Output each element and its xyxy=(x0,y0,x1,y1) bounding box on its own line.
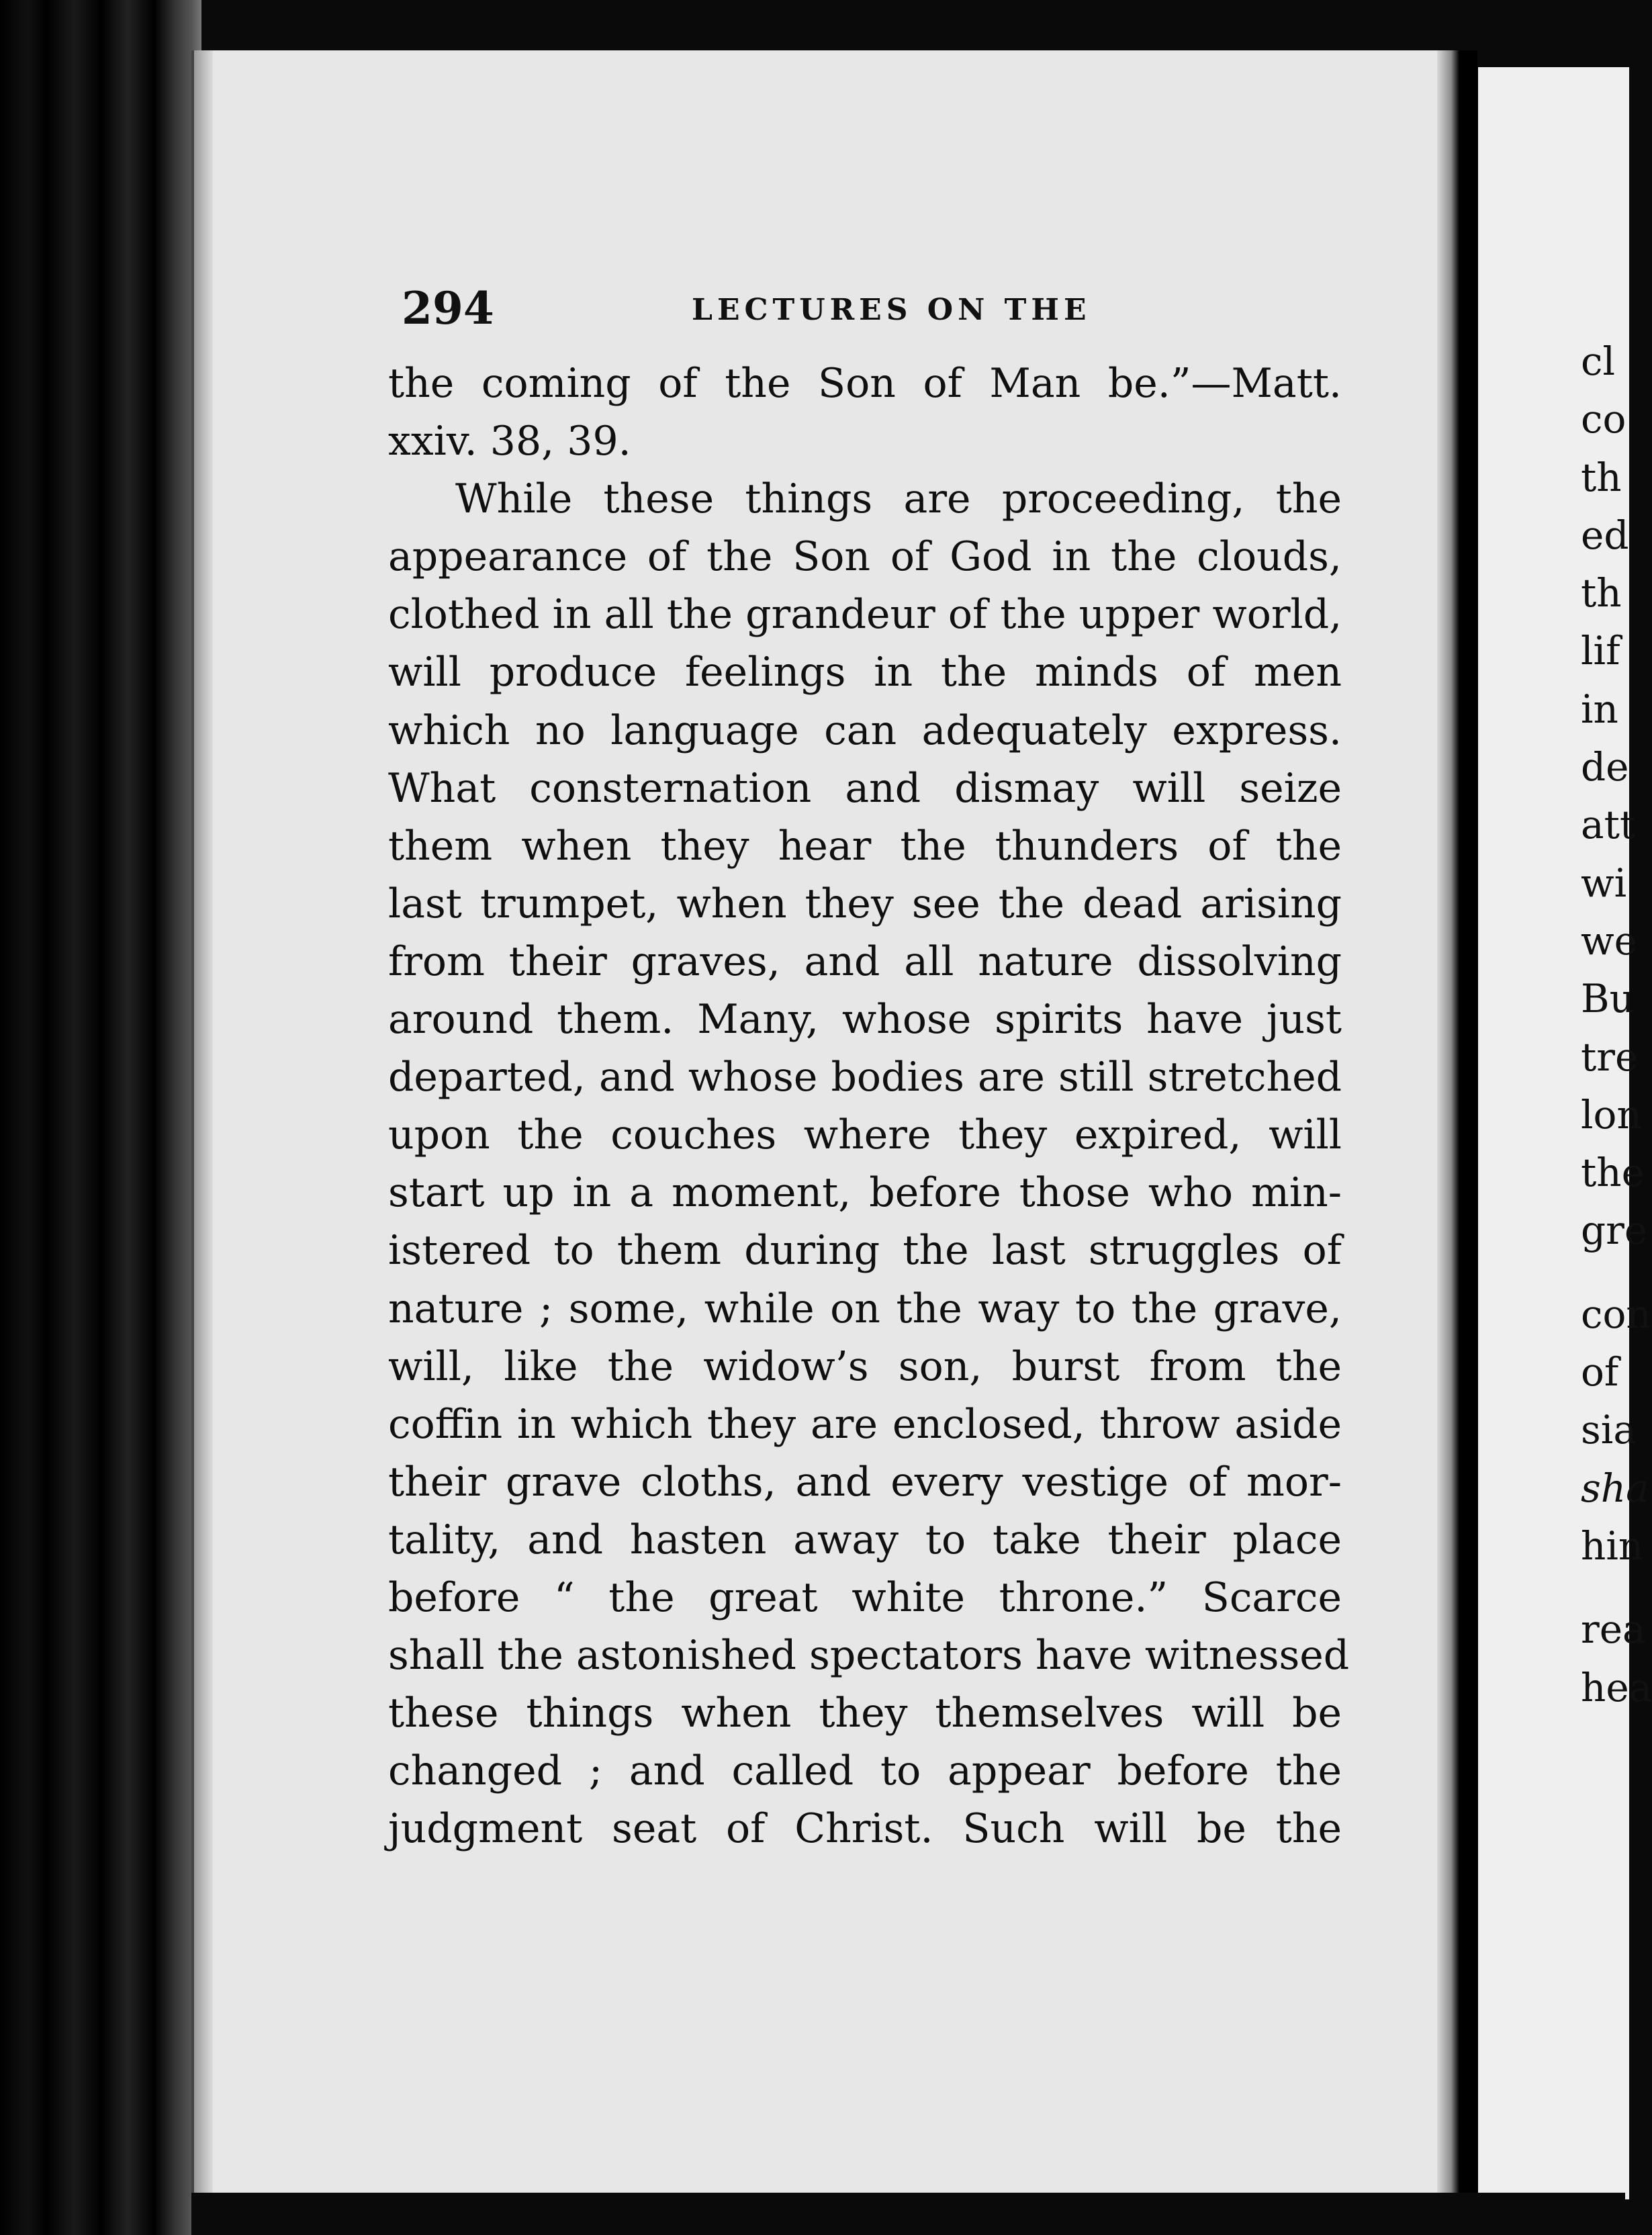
fragment: lif xyxy=(1581,628,1620,674)
fragment: con xyxy=(1581,1291,1651,1337)
text-line: last trumpet, when they see the dead arising xyxy=(388,880,1342,927)
text-line: them when they hear the thunders of the xyxy=(388,822,1342,870)
text-line: departed, and whose bodies are still stretched xyxy=(388,1054,1342,1101)
page-body-text xyxy=(388,355,1350,1858)
fragment: tre xyxy=(1581,1034,1639,1080)
fragment: hin xyxy=(1581,1522,1644,1569)
text-line: tality, and hasten away to take their place xyxy=(388,1516,1342,1563)
text-line: around them. Many, whose spirits have just xyxy=(388,996,1342,1044)
fragment: wi xyxy=(1581,860,1627,906)
text-line: before “ the great white throne.” Scarce xyxy=(388,1573,1342,1621)
fragment: of xyxy=(1581,1349,1619,1396)
fragment: gre xyxy=(1581,1207,1648,1254)
fragment: the xyxy=(1581,1150,1645,1196)
fragment: th xyxy=(1581,454,1622,500)
text-line: which no language can adequately express. xyxy=(388,706,1342,754)
text-line: While these things are proceeding, the xyxy=(455,475,1342,523)
text-line: upon the couches where they expired, will xyxy=(388,1111,1342,1159)
text-line: xxiv. 38, 39. xyxy=(388,418,631,465)
fragment: sia xyxy=(1581,1407,1637,1453)
spacer xyxy=(1581,1260,1625,1285)
fragment: co xyxy=(1581,396,1626,443)
fragment: lon xyxy=(1581,1091,1642,1138)
fragment: Bu xyxy=(1581,976,1635,1022)
text-line: shall the astonished spectators have witnessed xyxy=(388,1632,1350,1680)
book-gutter xyxy=(1437,50,1477,2199)
text-line: changed ; and called to appear before the xyxy=(388,1747,1342,1795)
text-line: their grave cloths, and every vestige of mor- xyxy=(388,1458,1342,1506)
fragment: we xyxy=(1581,917,1637,964)
running-head: LECTURES ON THE xyxy=(692,293,1091,327)
fragment: hea xyxy=(1581,1664,1652,1711)
text-line: coffin in which they are enclosed, throw aside xyxy=(388,1400,1342,1448)
text-line: appearance of the Son of God in the clouds, xyxy=(388,533,1342,581)
text-line: What consternation and dismay will seize xyxy=(388,764,1342,812)
page-header xyxy=(402,282,1342,336)
fragment: in xyxy=(1581,686,1618,732)
text-line: these things when they themselves will be xyxy=(388,1690,1342,1737)
text-line: start up in a moment, before those who min- xyxy=(388,1169,1342,1217)
text-line: judgment seat of Christ. Such will be the xyxy=(388,1805,1342,1853)
text-line: will produce feelings in the minds of men xyxy=(388,649,1342,696)
spacer xyxy=(1581,1575,1625,1600)
fragment: sha xyxy=(1581,1465,1649,1511)
fragment: de xyxy=(1581,744,1629,790)
text-line: clothed in all the grandeur of the upper world, xyxy=(388,591,1342,639)
fragment: ed xyxy=(1581,512,1629,558)
fragment: th xyxy=(1581,570,1622,617)
text-line: the coming of the Son of Man be.”—Matt. xyxy=(388,360,1342,407)
scanner-border-bottom xyxy=(191,2193,1625,2235)
text-line: from their graves, and all nature dissolving xyxy=(388,938,1342,985)
page-number: 294 xyxy=(402,282,494,334)
text-line: nature ; some, while on the way to the grave, xyxy=(388,1285,1342,1332)
facing-page-text-fragments xyxy=(1581,332,1652,1717)
scanner-border-left xyxy=(0,0,201,2235)
fragment: cl xyxy=(1581,338,1616,384)
fragment: rea xyxy=(1581,1606,1646,1653)
text-line: will, like the widow’s son, burst from the xyxy=(388,1342,1342,1390)
text-line: istered to them during the last struggles of xyxy=(388,1227,1342,1275)
fragment: att xyxy=(1581,802,1636,848)
